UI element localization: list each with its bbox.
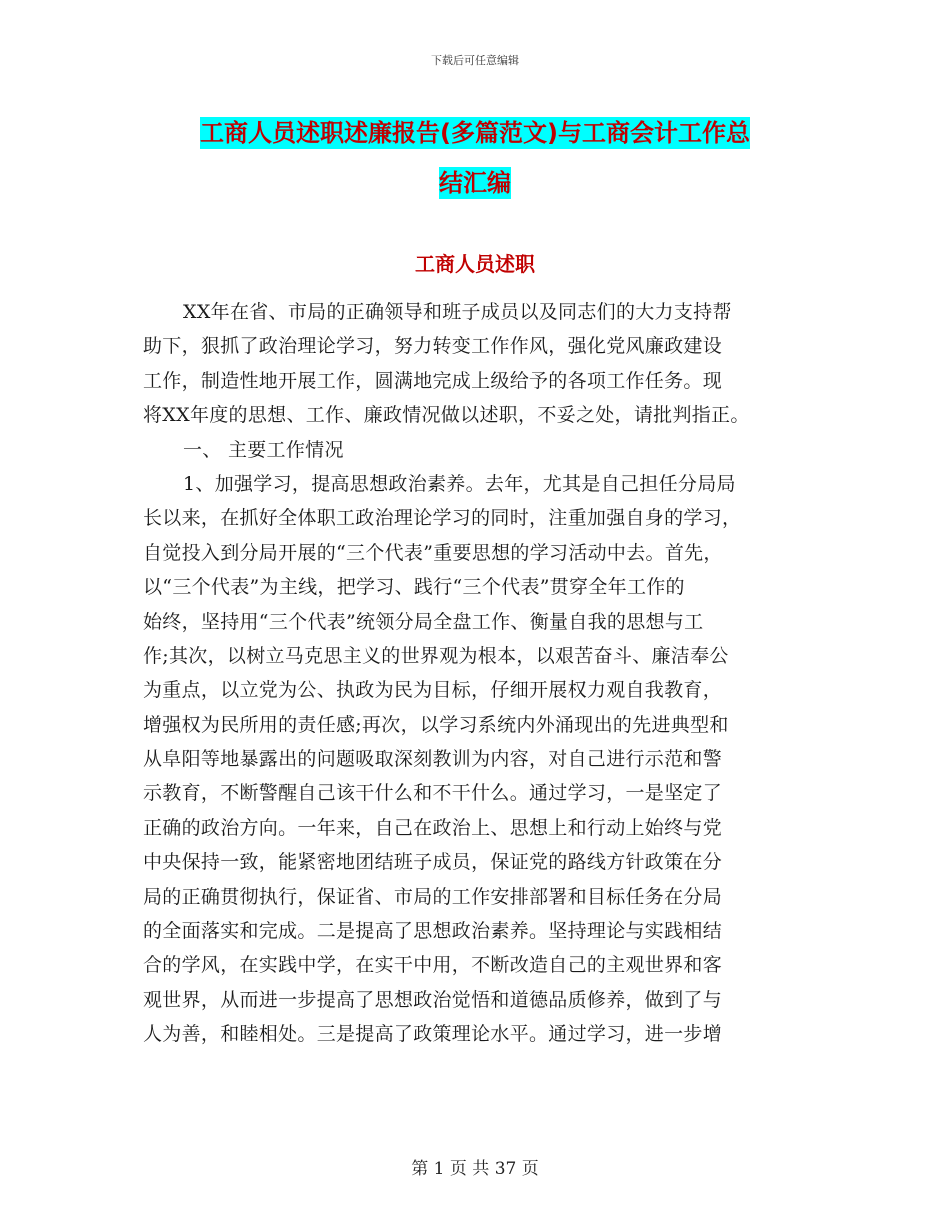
body-line: XX年在省、市局的正确领导和班子成员以及同志们的大力支持帮	[183, 301, 732, 323]
body-line: 将XX年度的思想、工作、廉政情况做以述职，不妥之处，请批判指正。	[143, 404, 750, 427]
body-line: 增强权为民所用的责任感;再次，以学习系统内外涌现出的先进典型和	[143, 713, 729, 736]
body-line: 正确的政治方向。一年来，自己在政治上、思想上和行动上始终与党	[143, 816, 723, 839]
body-line: 作;其次，以树立马克思主义的世界观为根本，以艰苦奋斗、廉洁奉公	[143, 644, 729, 667]
body-line: 从阜阳等地暴露出的问题吸取深刻教训为内容，对自己进行示范和警	[143, 748, 723, 771]
body-line: 人为善，和睦相处。三是提高了政策理论水平。通过学习，进一步增	[143, 1023, 723, 1046]
body-line: 为重点，以立党为公、执政为民为目标，仔细开展权力观自我教育，	[143, 679, 723, 702]
body-line: 的全面落实和完成。二是提高了思想政治素养。坚持理论与实践相结	[143, 920, 723, 943]
document-title	[0, 108, 950, 208]
body-line: 工作，制造性地开展工作，圆满地完成上级给予的各项工作任务。现	[143, 369, 723, 392]
page-header-note: 下载后可任意编辑	[431, 54, 519, 67]
body-line: 中央保持一致，能紧密地团结班子成员，保证党的路线方针政策在分	[143, 851, 723, 874]
body-line: 1、加强学习，提高思想政治素养。去年，尤其是自己担任分局局	[183, 472, 736, 495]
body-line: 一、 主要工作情况	[183, 438, 344, 461]
body-line: 局的正确贯彻执行，保证省、市局的工作安排部署和目标任务在分局	[143, 885, 723, 908]
document-body	[143, 295, 823, 1052]
body-line: 合的学风，在实践中学，在实干中用，不断改造自己的主观世界和客	[143, 954, 723, 977]
body-line: 示教育，不断警醒自己该干什么和不干什么。通过学习，一是坚定了	[143, 782, 723, 805]
section-heading: 工商人员述职	[415, 252, 535, 276]
body-line: 自觉投入到分局开展的“三个代表”重要思想的学习活动中去。首先，	[143, 541, 723, 564]
body-line: 始终，坚持用“三个代表”统领分局全盘工作、衡量自我的思想与工	[143, 610, 704, 633]
body-line: 助下，狠抓了政治理论学习，努力转变工作作风，强化党风廉政建设	[143, 335, 723, 358]
document-title-line-1: 工商人员述职述廉报告(多篇范文)与工商会计工作总	[200, 119, 750, 147]
body-line: 长以来，在抓好全体职工政治理论学习的同时，注重加强自身的学习，	[143, 507, 742, 530]
document-title-line-2: 结汇编	[439, 169, 511, 197]
body-line: 以“三个代表”为主线，把学习、践行“三个代表”贯穿全年工作的	[143, 576, 685, 599]
page-number-footer: 第 1 页 共 37 页	[411, 1159, 539, 1179]
body-line: 观世界，从而进一步提高了思想政治觉悟和道德品质修养，做到了与	[143, 988, 723, 1011]
